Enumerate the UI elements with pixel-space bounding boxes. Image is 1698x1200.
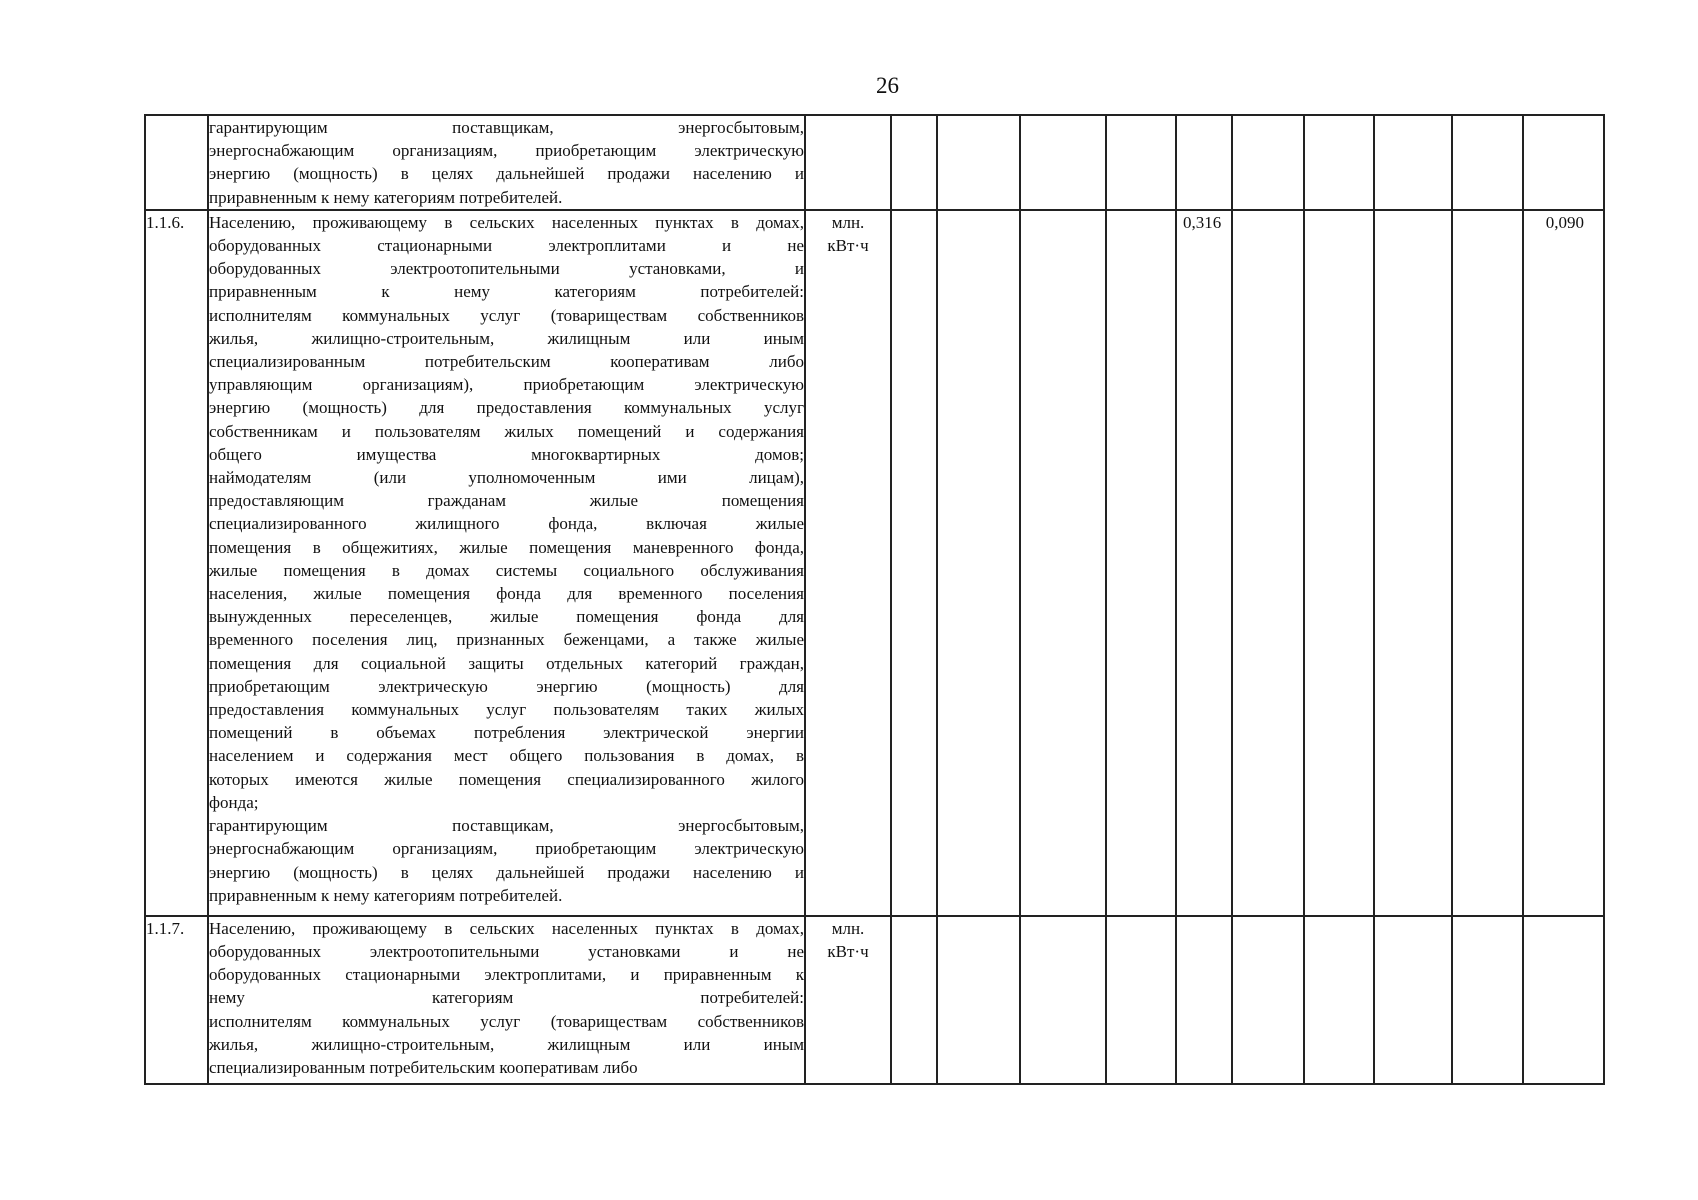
row-number: 1.1.6. <box>145 210 208 916</box>
description-line: энергию (мощность) для предоставления коммунальных услуг <box>209 398 804 418</box>
value-cell <box>1232 115 1304 210</box>
description-line: оборудованных электроотопительными установками и не <box>209 942 804 962</box>
description-line: энергию (мощность) в целях дальнейшей продажи населению и <box>209 862 804 882</box>
description-line: специализированным потребительским кооперативам либо <box>209 1058 638 1078</box>
description-line: предоставляющим гражданам жилые помещения <box>209 491 804 511</box>
value-cell <box>1176 115 1232 210</box>
description-line: жилья, жилищно-строительным, жилищным или иным <box>209 328 804 348</box>
value-cell <box>1106 210 1176 916</box>
value-cell <box>1232 916 1304 1084</box>
description-line: помещений в объемах потребления электрической энергии <box>209 723 804 743</box>
table-row <box>145 210 1604 916</box>
description-line: собственникам и пользователям жилых помещений и содержания <box>209 421 804 441</box>
unit-line: кВт·ч <box>827 236 869 256</box>
description-line: специализированного жилищного фонда, включая жилые <box>209 514 804 534</box>
table-row <box>145 916 1604 1084</box>
description-line: энергоснабжающим организациям, приобретающим электрическую <box>209 141 804 161</box>
description-line: вынужденных переселенцев, жилые помещения фонда для <box>209 607 804 627</box>
description-line: приравненным к нему категориям потребителей: <box>209 282 804 302</box>
value-cell <box>1452 210 1523 916</box>
value-cell <box>1176 916 1232 1084</box>
value-cell <box>1304 210 1374 916</box>
description-line: нему категориям потребителей: <box>209 988 804 1008</box>
value-cell: 0,090 <box>1523 210 1604 916</box>
row-number <box>145 115 208 210</box>
table-row <box>145 115 1604 210</box>
row-unit <box>805 115 891 210</box>
value-cell <box>1232 210 1304 916</box>
description-line: временного поселения лиц, признанных беженцами, а также жилые <box>209 630 804 650</box>
description-line: оборудованных стационарными электроплитами, и приравненным к <box>209 965 804 985</box>
description-line: энергоснабжающим организациям, приобретающим электрическую <box>209 839 804 859</box>
value-cell <box>891 115 937 210</box>
description-line: жилые помещения в домах системы социального обслуживания <box>209 560 804 580</box>
description-line: приравненным к нему категориям потребителей. <box>209 187 563 207</box>
description-line: помещения в общежитиях, жилые помещения маневренного фонда, <box>209 537 804 557</box>
description-line: предоставления коммунальных услуг пользователям таких жилых <box>209 700 804 720</box>
value-cell <box>1304 916 1374 1084</box>
value-cell <box>1374 916 1452 1084</box>
tariff-table <box>144 114 1605 1085</box>
value-cell <box>937 115 1020 210</box>
row-unit <box>805 916 891 1084</box>
unit-line: млн. <box>831 212 865 232</box>
table-body <box>145 115 1604 1084</box>
description-line: управляющим организациям), приобретающим электрическую <box>209 375 804 395</box>
value-cell <box>1020 115 1106 210</box>
description-line: жилья, жилищно-строительным, жилищным или иным <box>209 1034 804 1054</box>
description-line: приобретающим электрическую энергию (мощность) для <box>209 676 804 696</box>
description-line: населения, жилые помещения фонда для временного поселения <box>209 584 804 604</box>
value-cell <box>1020 916 1106 1084</box>
description-line: оборудованных стационарными электроплитами и не <box>209 236 804 256</box>
row-unit <box>805 210 891 916</box>
description-line: наймодателям (или уполномоченным ими лицам), <box>209 468 804 488</box>
value-cell <box>1374 115 1452 210</box>
description-line: общего имущества многоквартирных домов; <box>209 444 804 464</box>
value-cell <box>891 916 937 1084</box>
description-line: приравненным к нему категориям потребителей. <box>209 885 563 905</box>
value-cell <box>1523 115 1604 210</box>
value-cell <box>1452 916 1523 1084</box>
description-line: исполнителям коммунальных услуг (товариществам собственников <box>209 1011 804 1031</box>
description-line: специализированным потребительским кооперативам либо <box>209 352 804 372</box>
value-cell <box>1106 916 1176 1084</box>
description-line: гарантирующим поставщикам, энергосбытовым, <box>209 118 804 137</box>
description-line: Населению, проживающему в сельских населенных пунктах в домах, <box>209 212 804 232</box>
description-line: энергию (мощность) в целях дальнейшей продажи населению и <box>209 164 804 184</box>
description-line: гарантирующим поставщикам, энергосбытовым, <box>209 816 804 836</box>
value-cell <box>1106 115 1176 210</box>
description-line: фонда; <box>209 792 259 812</box>
value-cell: 0,316 <box>1176 210 1232 916</box>
page-number: 26 <box>876 73 899 98</box>
description-line: помещения для социальной защиты отдельных категорий граждан, <box>209 653 804 673</box>
value-cell <box>1020 210 1106 916</box>
unit-line: млн. <box>831 918 865 938</box>
value-cell <box>1374 210 1452 916</box>
description-line: оборудованных электроотопительными установками, и <box>209 259 804 279</box>
value-cell <box>1452 115 1523 210</box>
row-description <box>208 210 805 916</box>
value-cell <box>1304 115 1374 210</box>
row-description <box>208 916 805 1084</box>
value-cell <box>937 916 1020 1084</box>
description-line: исполнителям коммунальных услуг (товариществам собственников <box>209 305 804 325</box>
value-cell <box>891 210 937 916</box>
description-line: населением и содержания мест общего пользования в домах, в <box>209 746 804 766</box>
description-line: Населению, проживающему в сельских населенных пунктах в домах, <box>209 918 804 938</box>
value-cell <box>937 210 1020 916</box>
description-line: которых имеются жилые помещения специализированного жилого <box>209 769 804 789</box>
row-number: 1.1.7. <box>145 916 208 1084</box>
value-cell <box>1523 916 1604 1084</box>
row-description <box>208 115 805 210</box>
unit-line: кВт·ч <box>827 942 869 962</box>
